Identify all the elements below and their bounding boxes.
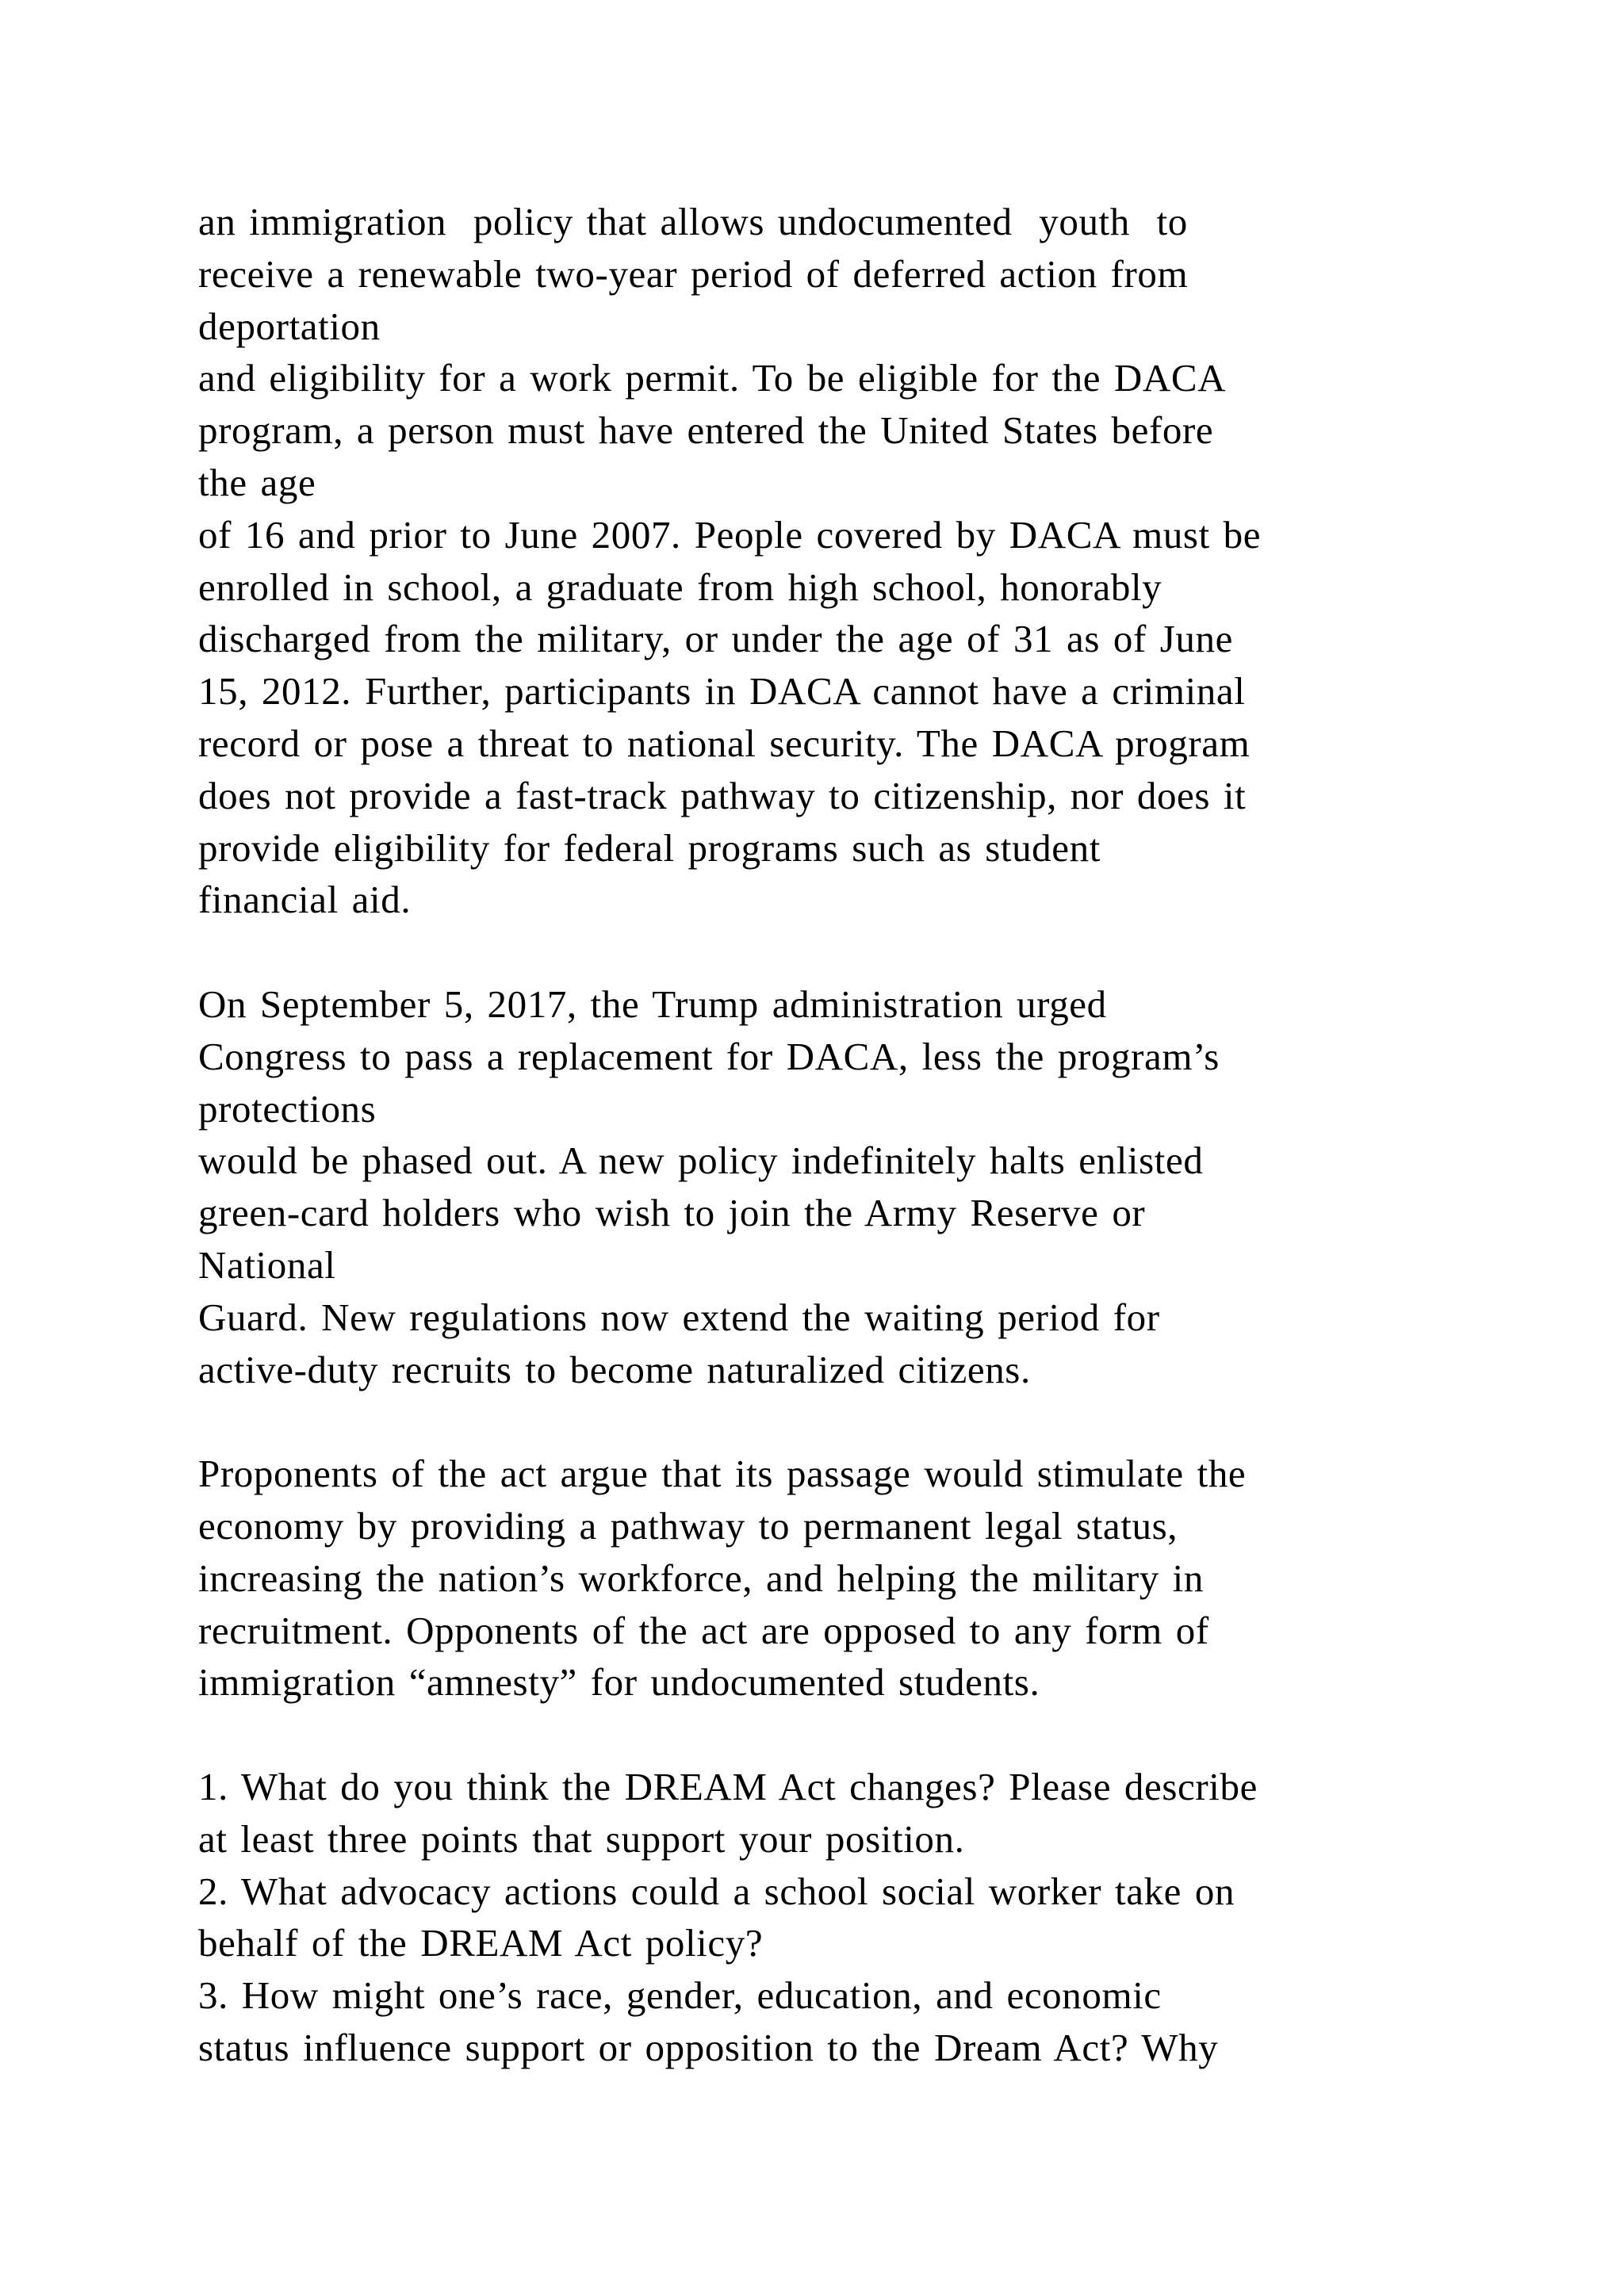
document-body bbox=[198, 196, 1483, 2074]
text-line: provide eligibility for federal programs such as student bbox=[198, 825, 1101, 870]
text-line: the age bbox=[198, 460, 316, 504]
text-line: active-duty recruits to become naturalized citizens. bbox=[198, 1347, 1031, 1391]
text-line: Congress to pass a replacement for DACA, less the program’s bbox=[198, 1034, 1220, 1078]
paragraph-daca-overview bbox=[198, 196, 1483, 926]
question-line: behalf of the DREAM Act policy? bbox=[198, 1921, 764, 1965]
paragraph-spacer bbox=[198, 926, 1483, 978]
question-line: 1. What do you think the DREAM Act changes? Please describe bbox=[198, 1764, 1258, 1808]
text-line: increasing the nation’s workforce, and helping the military in bbox=[198, 1556, 1205, 1600]
text-line: of 16 and prior to June 2007. People covered by DACA must be bbox=[198, 512, 1262, 557]
paragraph-spacer bbox=[198, 1395, 1483, 1448]
text-line: On September 5, 2017, the Trump administration urged bbox=[198, 982, 1107, 1026]
text-line: immigration “amnesty” for undocumented students. bbox=[198, 1660, 1040, 1705]
text-line: green-card holders who wish to join the Army Reserve or bbox=[198, 1191, 1146, 1235]
text-line: does not provide a fast-track pathway to citizenship, nor does it bbox=[198, 773, 1247, 817]
text-line: economy by providing a pathway to permanent legal status, bbox=[198, 1503, 1178, 1548]
text-line: financial aid. bbox=[198, 878, 412, 922]
question-line: at least three points that support your position. bbox=[198, 1816, 965, 1861]
question-line: status influence support or opposition to the Dream Act? Why bbox=[198, 2025, 1219, 2069]
text-line: enrolled in school, a graduate from high school, honorably bbox=[198, 564, 1162, 609]
text-line: discharged from the military, or under the age of 31 as of June bbox=[198, 617, 1233, 661]
question-line: 3. How might one’s race, gender, education, and economic bbox=[198, 1973, 1162, 2018]
text-line: and eligibility for a work permit. To be eligible for the DACA bbox=[198, 356, 1227, 400]
text-line: 15, 2012. Further, participants in DACA cannot have a criminal bbox=[198, 669, 1246, 714]
question-line: 2. What advocacy actions could a school social worker take on bbox=[198, 1869, 1235, 1913]
text-line: National bbox=[198, 1242, 336, 1287]
text-line: protections bbox=[198, 1086, 377, 1131]
paragraph-trump-administration bbox=[198, 978, 1483, 1395]
paragraph-proponents-opponents bbox=[198, 1448, 1483, 1709]
text-line: an immigration policy that allows undocumented youth to bbox=[198, 200, 1188, 243]
text-line: Guard. New regulations now extend the waiting period for bbox=[198, 1295, 1160, 1339]
text-line: deportation bbox=[198, 304, 381, 348]
text-line: would be phased out. A new policy indefinitely halts enlisted bbox=[198, 1138, 1204, 1183]
question-list bbox=[198, 1761, 1483, 2074]
text-line: receive a renewable two-year period of deferred action from bbox=[198, 251, 1189, 296]
paragraph-spacer bbox=[198, 1709, 1483, 1761]
text-line: recruitment. Opponents of the act are opposed to any form of bbox=[198, 1608, 1209, 1652]
text-line: program, a person must have entered the United States before bbox=[198, 408, 1214, 453]
text-line: record or pose a threat to national security. The DACA program bbox=[198, 721, 1251, 765]
text-line: Proponents of the act argue that its passage would stimulate the bbox=[198, 1452, 1247, 1496]
